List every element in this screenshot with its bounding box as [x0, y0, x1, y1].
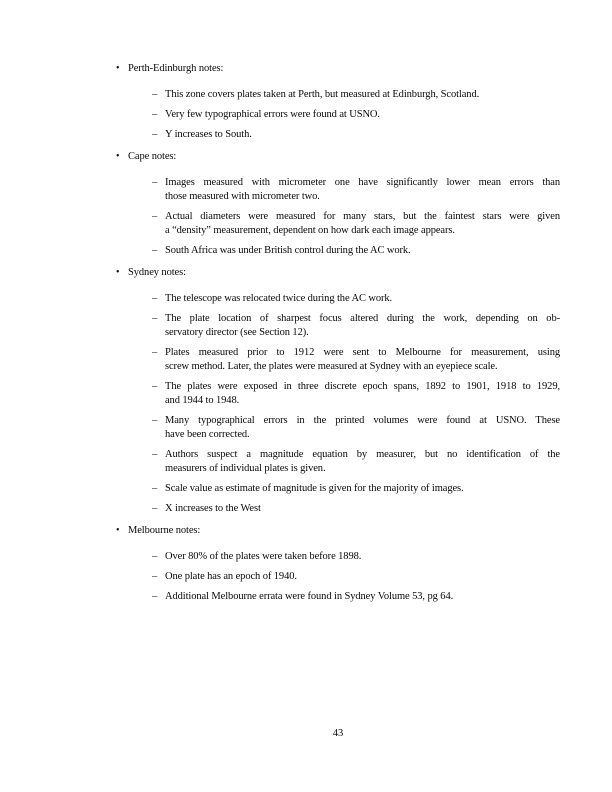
note-item: [152, 380, 560, 408]
section-melbourne-notes: [116, 524, 560, 604]
note-item: [152, 590, 560, 604]
note-line: The plate location of sharpest focus altered during the work, depending on ob-: [165, 313, 560, 324]
note-line: a “density” measurement, dependent on how dark each image appears.: [165, 225, 455, 236]
bullet-icon: •: [116, 151, 120, 162]
note-line: Plates measured prior to 1912 were sent to Melbourne for measurement, using: [165, 347, 560, 358]
dash-icon: –: [152, 245, 158, 256]
note-line: Actual diameters were measured for many stars, but the faintest stars were given: [165, 211, 560, 222]
dash-icon: –: [152, 177, 158, 188]
section-items: [152, 88, 560, 142]
section-cape-notes: [116, 150, 560, 258]
note-text: [165, 414, 560, 442]
dash-icon: –: [152, 293, 158, 304]
note-line: This zone covers plates taken at Perth, but measured at Edinburgh, Scotland.: [165, 89, 480, 100]
note-text: [165, 346, 560, 374]
section-perth-edinburgh-notes: [116, 62, 560, 142]
note-item: [152, 176, 560, 204]
note-text: [165, 128, 560, 142]
section-items: [152, 176, 560, 258]
note-item: [152, 550, 560, 564]
note-item: [152, 312, 560, 340]
dash-icon: –: [152, 483, 158, 494]
note-item: [152, 128, 560, 142]
note-text: [165, 312, 560, 340]
bullet-icon: •: [116, 525, 120, 536]
section-items: [152, 292, 560, 516]
note-item: [152, 570, 560, 584]
section-header: [116, 524, 560, 538]
note-line: have been corrected.: [165, 429, 250, 440]
note-line: and 1944 to 1948.: [165, 395, 240, 406]
note-text: [165, 482, 560, 496]
dash-icon: –: [152, 129, 158, 140]
dash-icon: –: [152, 347, 158, 358]
section-title: Melbourne notes:: [128, 525, 201, 536]
note-text: [165, 176, 560, 204]
note-line: The plates were exposed in three discrete epoch spans, 1892 to 1901, 1918 to 1929,: [165, 381, 560, 392]
note-text: [165, 292, 560, 306]
dash-icon: –: [152, 449, 158, 460]
note-item: [152, 482, 560, 496]
section-title: Cape notes:: [128, 151, 177, 162]
dash-icon: –: [152, 571, 158, 582]
section-title: Perth-Edinburgh notes:: [128, 63, 224, 74]
note-line: South Africa was under British control during the AC work.: [165, 245, 411, 256]
note-text: [165, 502, 560, 516]
section-title: Sydney notes:: [128, 267, 186, 278]
note-item: [152, 448, 560, 476]
note-text: [165, 244, 560, 258]
dash-icon: –: [152, 109, 158, 120]
note-line: Many typographical errors in the printed volumes were found at USNO. These: [165, 415, 560, 426]
note-item: [152, 292, 560, 306]
dash-icon: –: [152, 551, 158, 562]
note-item: [152, 88, 560, 102]
note-line: Scale value as estimate of magnitude is given for the majority of images.: [165, 483, 464, 494]
section-header: [116, 150, 560, 164]
note-line: The telescope was relocated twice during the AC work.: [165, 293, 393, 304]
note-text: [165, 108, 560, 122]
note-text: [165, 210, 560, 238]
section-header: [116, 266, 560, 280]
note-line: Images measured with micrometer one have significantly lower mean errors than: [165, 177, 560, 188]
note-line: X increases to the West: [165, 503, 261, 514]
note-line: One plate has an epoch of 1940.: [165, 571, 297, 582]
dash-icon: –: [152, 313, 158, 324]
dash-icon: –: [152, 211, 158, 222]
note-item: [152, 346, 560, 374]
note-line: Very few typographical errors were found at USNO.: [165, 109, 380, 120]
note-item: [152, 502, 560, 516]
note-line: Over 80% of the plates were taken before 1898.: [165, 551, 362, 562]
note-line: Authors suspect a magnitude equation by measurer, but no identification of the: [165, 449, 560, 460]
section-header: [116, 62, 560, 76]
section-items: [152, 550, 560, 604]
note-item: [152, 244, 560, 258]
note-text: [165, 550, 560, 564]
bullet-icon: •: [116, 63, 120, 74]
note-line: servatory director (see Section 12).: [165, 327, 309, 338]
page-number: 43: [332, 728, 344, 739]
note-text: [165, 590, 560, 604]
note-line: screw method. Later, the plates were measured at Sydney with an eyepiece scale.: [165, 361, 498, 372]
note-line: those measured with micrometer two.: [165, 191, 320, 202]
note-text: [165, 448, 560, 476]
note-text: [165, 570, 560, 584]
note-text: [165, 380, 560, 408]
dash-icon: –: [152, 415, 158, 426]
note-line: Y increases to South.: [165, 129, 252, 140]
bullet-icon: •: [116, 267, 120, 278]
dash-icon: –: [152, 591, 158, 602]
note-line: Additional Melbourne errata were found in Sydney Volume 53, pg 64.: [165, 591, 454, 602]
dash-icon: –: [152, 381, 158, 392]
note-item: [152, 210, 560, 238]
note-item: [152, 108, 560, 122]
notes-list: [116, 62, 560, 612]
note-line: measurers of individual plates is given.: [165, 463, 326, 474]
note-text: [165, 88, 560, 102]
dash-icon: –: [152, 89, 158, 100]
section-sydney-notes: [116, 266, 560, 516]
dash-icon: –: [152, 503, 158, 514]
note-item: [152, 414, 560, 442]
